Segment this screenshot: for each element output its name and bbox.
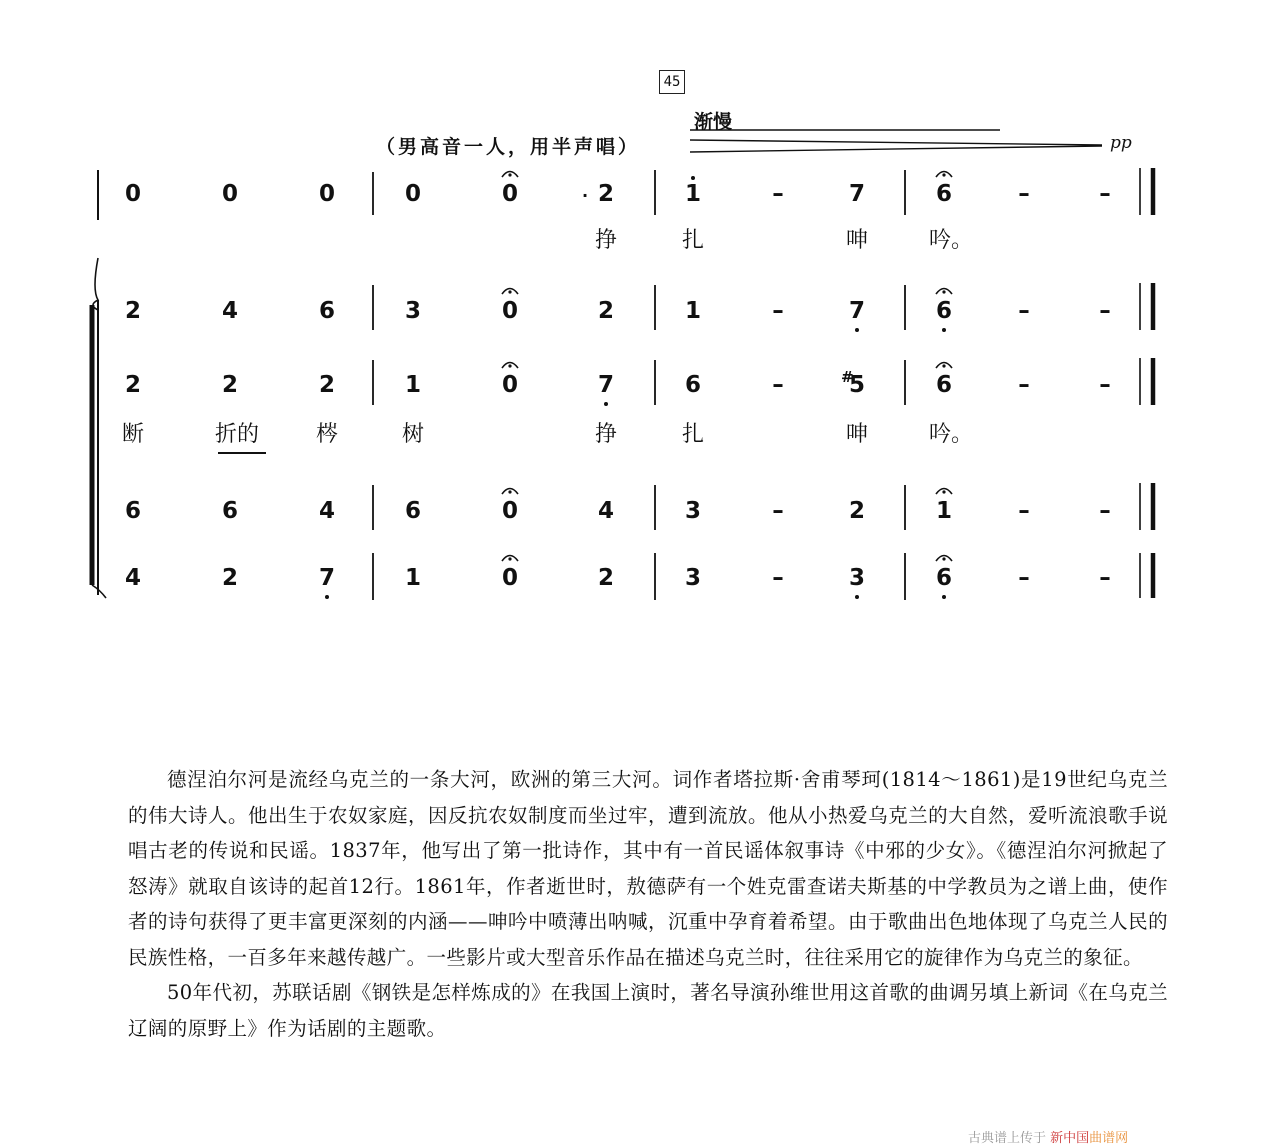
octave-dot-low <box>942 328 946 332</box>
lyric-voice-3-1: 断 <box>121 422 144 447</box>
octave-dot-low <box>855 328 859 332</box>
note-voice-5-12: – <box>1099 565 1111 591</box>
note-voice-4-7: 3 <box>684 498 701 524</box>
note-tenor-solo-7: 1 <box>684 181 701 207</box>
note-voice-2-1: 2 <box>124 298 141 324</box>
lyric-voice-3-9: 呻 <box>845 422 868 447</box>
note-voice-5-4: 1 <box>404 565 421 591</box>
octave-dot-low <box>325 595 329 599</box>
lyric-voice-3-6: 挣 <box>594 422 617 447</box>
note-voice-5-2: 2 <box>221 565 238 591</box>
note-voice-3-8: – <box>772 372 784 398</box>
note-tenor-solo-12: – <box>1099 181 1111 207</box>
fermata-icon <box>500 166 520 178</box>
lyric-voice-3-4: 树 <box>401 422 424 447</box>
hairpin-upper <box>690 140 1102 145</box>
note-voice-3-2: 2 <box>221 372 238 398</box>
watermark-suffix: 曲谱网 <box>1089 1131 1129 1146</box>
note-voice-2-9: 7 <box>848 298 865 324</box>
octave-dot-low <box>942 595 946 599</box>
note-voice-3-9: 5 <box>848 372 865 398</box>
note-voice-2-5: 0 <box>501 298 518 324</box>
note-voice-3-5: 0 <box>501 372 518 398</box>
note-voice-5-5: 0 <box>501 565 518 591</box>
fermata-icon <box>934 166 954 178</box>
note-voice-4-2: 6 <box>221 498 238 524</box>
note-tenor-solo-6: 2 <box>597 181 614 207</box>
note-voice-2-4: 3 <box>404 298 421 324</box>
note-voice-2-6: 2 <box>597 298 614 324</box>
lyric-voice-3-3: 梣 <box>315 422 338 447</box>
fermata-icon <box>500 550 520 562</box>
note-tenor-solo-8: – <box>772 181 784 207</box>
note-voice-4-5: 0 <box>501 498 518 524</box>
performance-note: （男高音一人，用半声唱） <box>376 136 641 158</box>
note-voice-3-11: – <box>1018 372 1030 398</box>
watermark-brand: 新中国 <box>1050 1131 1090 1146</box>
note-voice-2-12: – <box>1099 298 1111 324</box>
lyric-voice-3-10: 吟。 <box>928 422 973 447</box>
commentary-paragraph-1: 德涅泊尔河是流经乌克兰的一条大河，欧洲的第三大河。词作者塔拉斯·舍甫琴珂(1814～1861)是19世纪乌克兰的伟大诗人。他出生于农奴家庭，因反抗农奴制度而坐过牢，遭到流放。他从小热爱乌克兰的大自然，爱听流浪歌手说唱古老的传说和民谣。1837年，他写出了第一批诗作，其中有一首民谣体叙事诗《中邪的少女》。《德涅泊尔河掀起了怒涛》就取自该诗的起首12行。1861年，作者逝世时，敖德萨有一个姓克雷查诺夫斯基的中学教员为之谱上曲，使作者的诗句获得了更丰富更深刻的内涵——呻吟中喷薄出呐喊，沉重中孕育着希望。由于歌曲出色地体现了乌克兰人民的民族性格，一百多年来越传越广。一些影片或大型音乐作品在描述乌克兰时，往往采用它的旋律作为乌克兰的象征。 <box>128 768 1168 969</box>
note-voice-2-11: – <box>1018 298 1030 324</box>
note-tenor-solo-2: 0 <box>221 181 238 207</box>
note-voice-3-12: – <box>1099 372 1111 398</box>
lyric-tenor-solo-9: 呻 <box>845 228 868 253</box>
note-voice-4-6: 4 <box>597 498 614 524</box>
lyric-voice-3-7: 扎 <box>681 422 704 447</box>
note-voice-2-3: 6 <box>318 298 335 324</box>
note-voice-4-11: – <box>1018 498 1030 524</box>
note-tenor-solo-1: 0 <box>124 181 141 207</box>
note-tenor-solo-9: 7 <box>848 181 865 207</box>
note-voice-3-10: 6 <box>935 372 952 398</box>
pickup-dot: . <box>582 182 589 201</box>
note-voice-3-6: 7 <box>597 372 614 398</box>
fermata-icon <box>934 357 954 369</box>
note-voice-4-12: – <box>1099 498 1111 524</box>
commentary-paragraph-2: 50年代初，苏联话剧《钢铁是怎样炼成的》在我国上演时，著名导演孙维世用这首歌的曲调另填上新词《在乌克兰辽阔的原野上》作为话剧的主题歌。 <box>128 981 1168 1040</box>
commentary-text <box>128 762 1168 1046</box>
dynamic-marking: pp <box>1110 133 1132 153</box>
sharp-accidental: # <box>841 368 854 386</box>
octave-dot-high <box>691 176 695 180</box>
note-voice-5-8: – <box>772 565 784 591</box>
tempo-marking: 渐慢 <box>694 111 733 133</box>
octave-dot-low <box>855 595 859 599</box>
note-voice-5-1: 4 <box>124 565 141 591</box>
watermark <box>968 1127 1128 1146</box>
watermark-prefix: 古典谱上传于 <box>968 1131 1047 1146</box>
note-voice-4-9: 2 <box>848 498 865 524</box>
note-voice-3-4: 1 <box>404 372 421 398</box>
fermata-icon <box>934 550 954 562</box>
note-voice-5-6: 2 <box>597 565 614 591</box>
note-voice-4-8: – <box>772 498 784 524</box>
note-voice-4-10: 1 <box>935 498 952 524</box>
fermata-icon <box>500 357 520 369</box>
lyric-voice-3-2: 折的 <box>214 422 259 447</box>
lyric-tenor-solo-7: 扎 <box>681 228 704 253</box>
note-tenor-solo-10: 6 <box>935 181 952 207</box>
note-voice-5-3: 7 <box>318 565 335 591</box>
note-voice-3-1: 2 <box>124 372 141 398</box>
note-voice-2-10: 6 <box>935 298 952 324</box>
note-voice-5-9: 3 <box>848 565 865 591</box>
fermata-icon <box>934 483 954 495</box>
note-tenor-solo-5: 0 <box>501 181 518 207</box>
note-voice-2-2: 4 <box>221 298 238 324</box>
lyric-tenor-solo-10: 吟。 <box>928 228 973 253</box>
note-voice-5-11: – <box>1018 565 1030 591</box>
note-voice-3-3: 2 <box>318 372 335 398</box>
note-voice-2-8: – <box>772 298 784 324</box>
note-voice-5-10: 6 <box>935 565 952 591</box>
page-number: 45 <box>659 70 685 94</box>
fermata-icon <box>934 283 954 295</box>
fermata-icon <box>500 283 520 295</box>
note-voice-4-4: 6 <box>404 498 421 524</box>
melisma-underline <box>218 452 266 454</box>
note-tenor-solo-3: 0 <box>318 181 335 207</box>
note-tenor-solo-4: 0 <box>404 181 421 207</box>
note-voice-5-7: 3 <box>684 565 701 591</box>
note-voice-4-3: 4 <box>318 498 335 524</box>
note-voice-4-1: 6 <box>124 498 141 524</box>
lyric-tenor-solo-6: 挣 <box>594 228 617 253</box>
hairpin-lower <box>690 146 1102 152</box>
note-tenor-solo-11: – <box>1018 181 1030 207</box>
note-voice-2-7: 1 <box>684 298 701 324</box>
octave-dot-low <box>604 402 608 406</box>
fermata-icon <box>500 483 520 495</box>
note-voice-3-7: 6 <box>684 372 701 398</box>
